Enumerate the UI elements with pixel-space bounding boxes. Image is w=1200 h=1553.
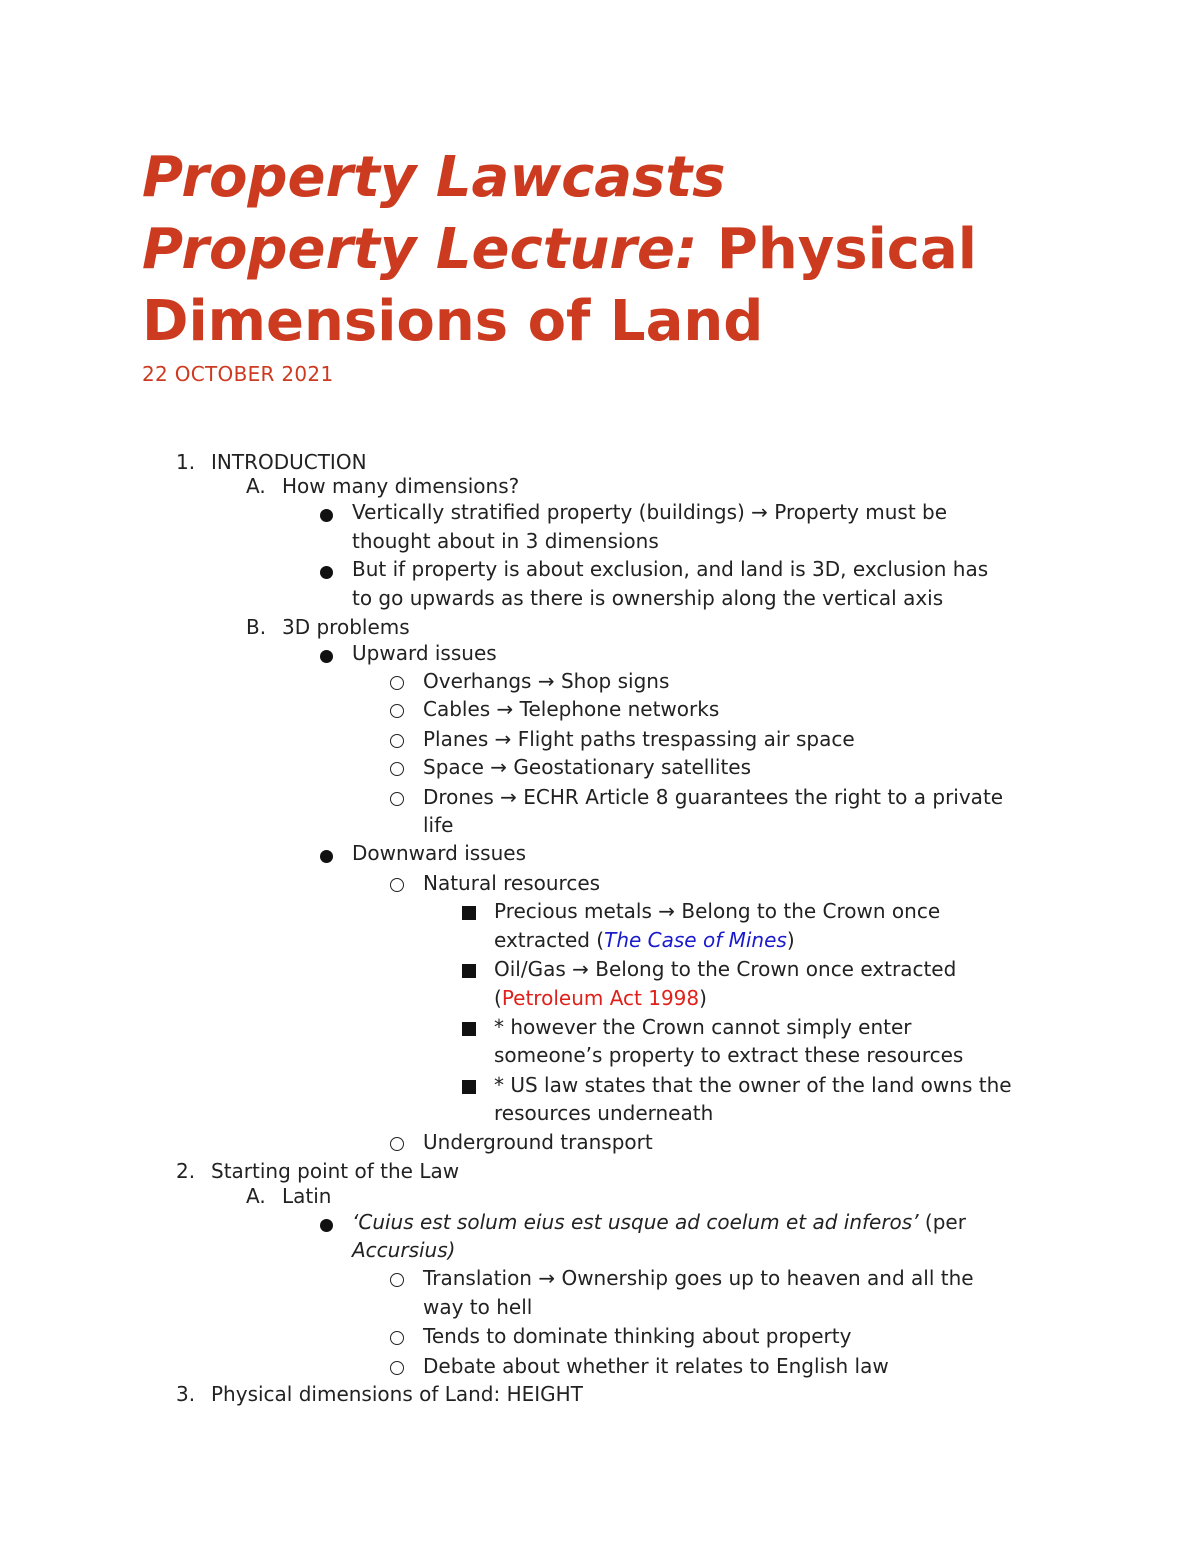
list-item-continuation: extracted (The Case of Mines)	[494, 928, 795, 952]
list-item: Oil/Gas → Belong to the Crown once extracted	[494, 957, 957, 981]
bullet-square-icon	[462, 906, 476, 920]
list-item: Upward issues	[352, 641, 497, 665]
list-item: Cables → Telephone networks	[423, 697, 720, 721]
bullet-disc-icon	[320, 850, 333, 863]
list-item: Underground transport	[423, 1130, 653, 1154]
section-number: 2.	[176, 1159, 196, 1183]
list-item-continuation: thought about in 3 dimensions	[352, 529, 659, 553]
list-item-continuation: Accursius)	[352, 1238, 456, 1262]
bullet-circle-icon	[390, 762, 404, 776]
bullet-circle-icon	[390, 676, 404, 690]
section-heading: Physical dimensions of Land: HEIGHT	[211, 1382, 583, 1406]
list-item: Natural resources	[423, 871, 601, 895]
list-item-continuation: to go upwards as there is ownership along the vertical axis	[352, 586, 944, 610]
subsection-letter: A.	[246, 1184, 266, 1208]
list-item: Planes → Flight paths trespassing air space	[423, 727, 855, 751]
bullet-circle-icon	[390, 1137, 404, 1151]
bullet-circle-icon	[390, 878, 404, 892]
bullet-circle-icon	[390, 792, 404, 806]
list-item-continuation: (Petroleum Act 1998)	[494, 986, 707, 1010]
list-item: Tends to dominate thinking about property	[423, 1324, 852, 1348]
list-item: Translation → Ownership goes up to heaven and all the	[423, 1266, 974, 1290]
title-line-3: Dimensions of Land	[142, 289, 764, 354]
subsection-heading: How many dimensions?	[282, 474, 520, 498]
bullet-disc-icon	[320, 566, 333, 579]
document-date: 22 OCTOBER 2021	[142, 362, 334, 386]
list-item: Space → Geostationary satellites	[423, 755, 752, 779]
subsection-letter: B.	[246, 615, 267, 639]
statute-citation: Petroleum Act 1998	[501, 986, 700, 1010]
bullet-disc-icon	[320, 650, 333, 663]
title-line-1: Property Lawcasts	[142, 145, 726, 210]
list-item: Precious metals → Belong to the Crown once	[494, 899, 941, 923]
bullet-circle-icon	[390, 704, 404, 718]
bullet-circle-icon	[390, 1273, 404, 1287]
bullet-square-icon	[462, 1080, 476, 1094]
bullet-disc-icon	[320, 509, 333, 522]
list-item-continuation: someone’s property to extract these resources	[494, 1043, 964, 1067]
bullet-disc-icon	[320, 1219, 333, 1232]
subsection-letter: A.	[246, 474, 266, 498]
subsection-heading: Latin	[282, 1184, 332, 1208]
list-item-continuation: life	[423, 813, 454, 837]
list-item: Overhangs → Shop signs	[423, 669, 670, 693]
bullet-circle-icon	[390, 1331, 404, 1345]
section-heading: Starting point of the Law	[211, 1159, 460, 1183]
case-citation-link[interactable]: The Case of Mines	[604, 928, 787, 952]
list-item: Debate about whether it relates to English law	[423, 1354, 889, 1378]
list-item: ‘Cuius est solum eius est usque ad coelum et ad inferos’ (per	[352, 1210, 966, 1234]
bullet-circle-icon	[390, 734, 404, 748]
list-item-continuation: resources underneath	[494, 1101, 714, 1125]
subsection-heading: 3D problems	[282, 615, 410, 639]
list-item: Vertically stratified property (buildings) → Property must be	[352, 500, 948, 524]
list-item-continuation: way to hell	[423, 1295, 533, 1319]
list-item: * US law states that the owner of the land owns the	[494, 1073, 1012, 1097]
list-item: But if property is about exclusion, and land is 3D, exclusion has	[352, 557, 989, 581]
section-number: 1.	[176, 450, 196, 474]
section-heading: INTRODUCTION	[211, 450, 367, 474]
bullet-circle-icon	[390, 1361, 404, 1375]
list-item: Drones → ECHR Article 8 guarantees the right to a private	[423, 785, 1004, 809]
bullet-square-icon	[462, 1022, 476, 1036]
bullet-square-icon	[462, 964, 476, 978]
list-item: Downward issues	[352, 841, 527, 865]
section-number: 3.	[176, 1382, 196, 1406]
list-item: * however the Crown cannot simply enter	[494, 1015, 912, 1039]
title-line-2: Property Lecture: Physical	[142, 217, 977, 282]
